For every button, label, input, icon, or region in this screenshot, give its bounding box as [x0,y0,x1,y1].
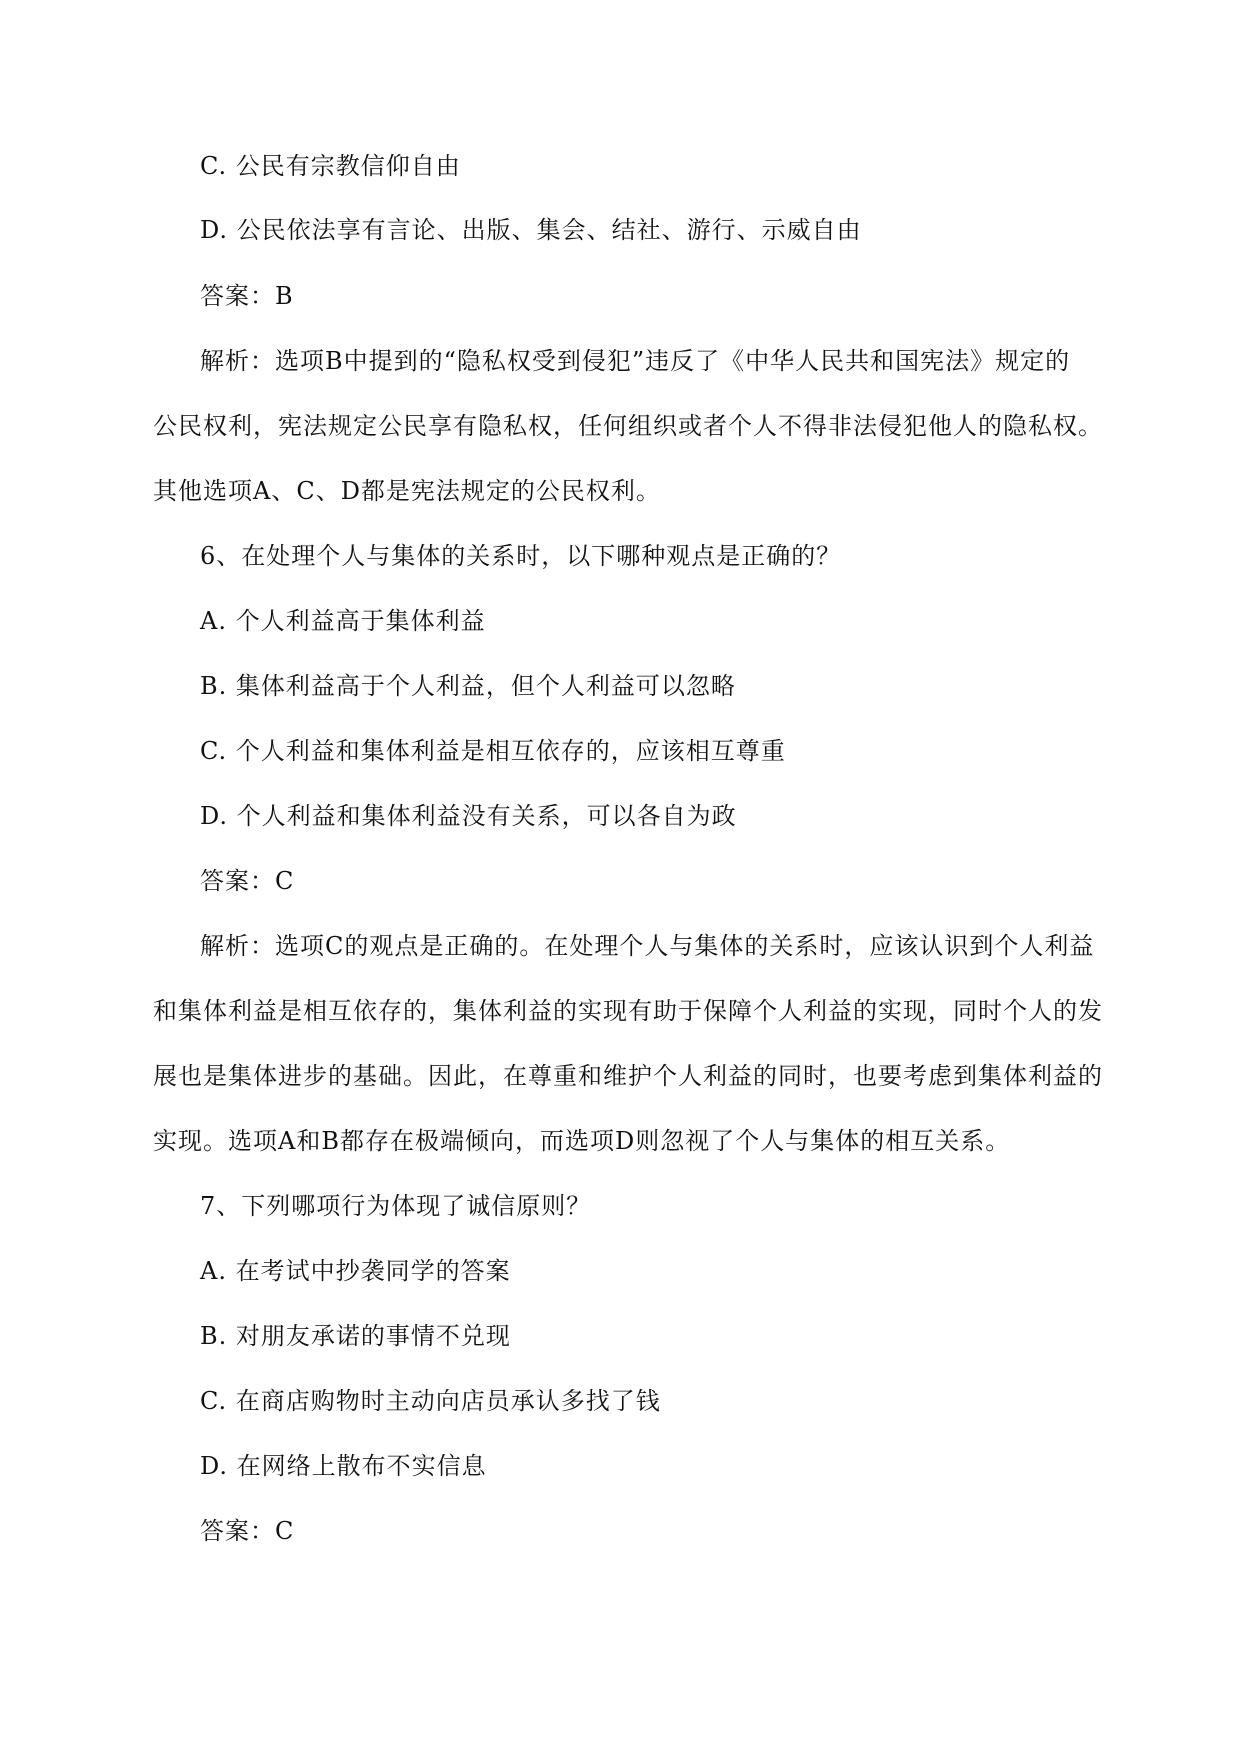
analysis-q6-line-2: 和集体利益是相互依存的，集体利益的实现有助于保障个人利益的实现，同时个人的发 [153,997,1103,1025]
answer-q7: 答案：C [200,1517,295,1545]
option-d-q7: D. 在网络上散布不实信息 [200,1452,487,1480]
answer-q6: 答案：C [200,867,295,895]
option-c-q7: C. 在商店购物时主动向店员承认多找了钱 [200,1387,661,1415]
question-6: 6、在处理个人与集体的关系时，以下哪种观点是正确的？ [200,542,842,570]
analysis-q5-line-1: 解析：选项B中提到的“隐私权受到侵犯”违反了《中华人民共和国宪法》规定的 [200,347,1071,375]
option-c-q5: C. 公民有宗教信仰自由 [200,152,461,180]
option-d-q6: D. 个人利益和集体利益没有关系，可以各自为政 [200,802,737,830]
option-a-q6: A. 个人利益高于集体利益 [200,607,486,635]
analysis-q6-line-4: 实现。选项A和B都存在极端倾向，而选项D则忽视了个人与集体的相互关系。 [153,1127,1011,1155]
option-b-q7: B. 对朋友承诺的事情不兑现 [200,1322,511,1350]
analysis-q5-line-3: 其他选项A、C、D都是宪法规定的公民权利。 [153,477,661,505]
answer-q5: 答案：B [200,282,294,310]
analysis-q6-line-1: 解析：选项C的观点是正确的。在处理个人与集体的关系时，应该认识到个人利益 [200,932,1095,960]
option-d-q5: D. 公民依法享有言论、出版、集会、结社、游行、示威自由 [200,216,862,244]
question-7: 7、下列哪项行为体现了诚信原则？ [200,1192,592,1220]
analysis-q5-line-2: 公民权利，宪法规定公民享有隐私权，任何组织或者个人不得非法侵犯他人的隐私权。 [153,412,1103,440]
option-c-q6: C. 个人利益和集体利益是相互依存的，应该相互尊重 [200,737,786,765]
option-b-q6: B. 集体利益高于个人利益，但个人利益可以忽略 [200,672,736,700]
analysis-q6-line-3: 展也是集体进步的基础。因此，在尊重和维护个人利益的同时，也要考虑到集体利益的 [153,1062,1103,1090]
option-a-q7: A. 在考试中抄袭同学的答案 [200,1257,511,1285]
